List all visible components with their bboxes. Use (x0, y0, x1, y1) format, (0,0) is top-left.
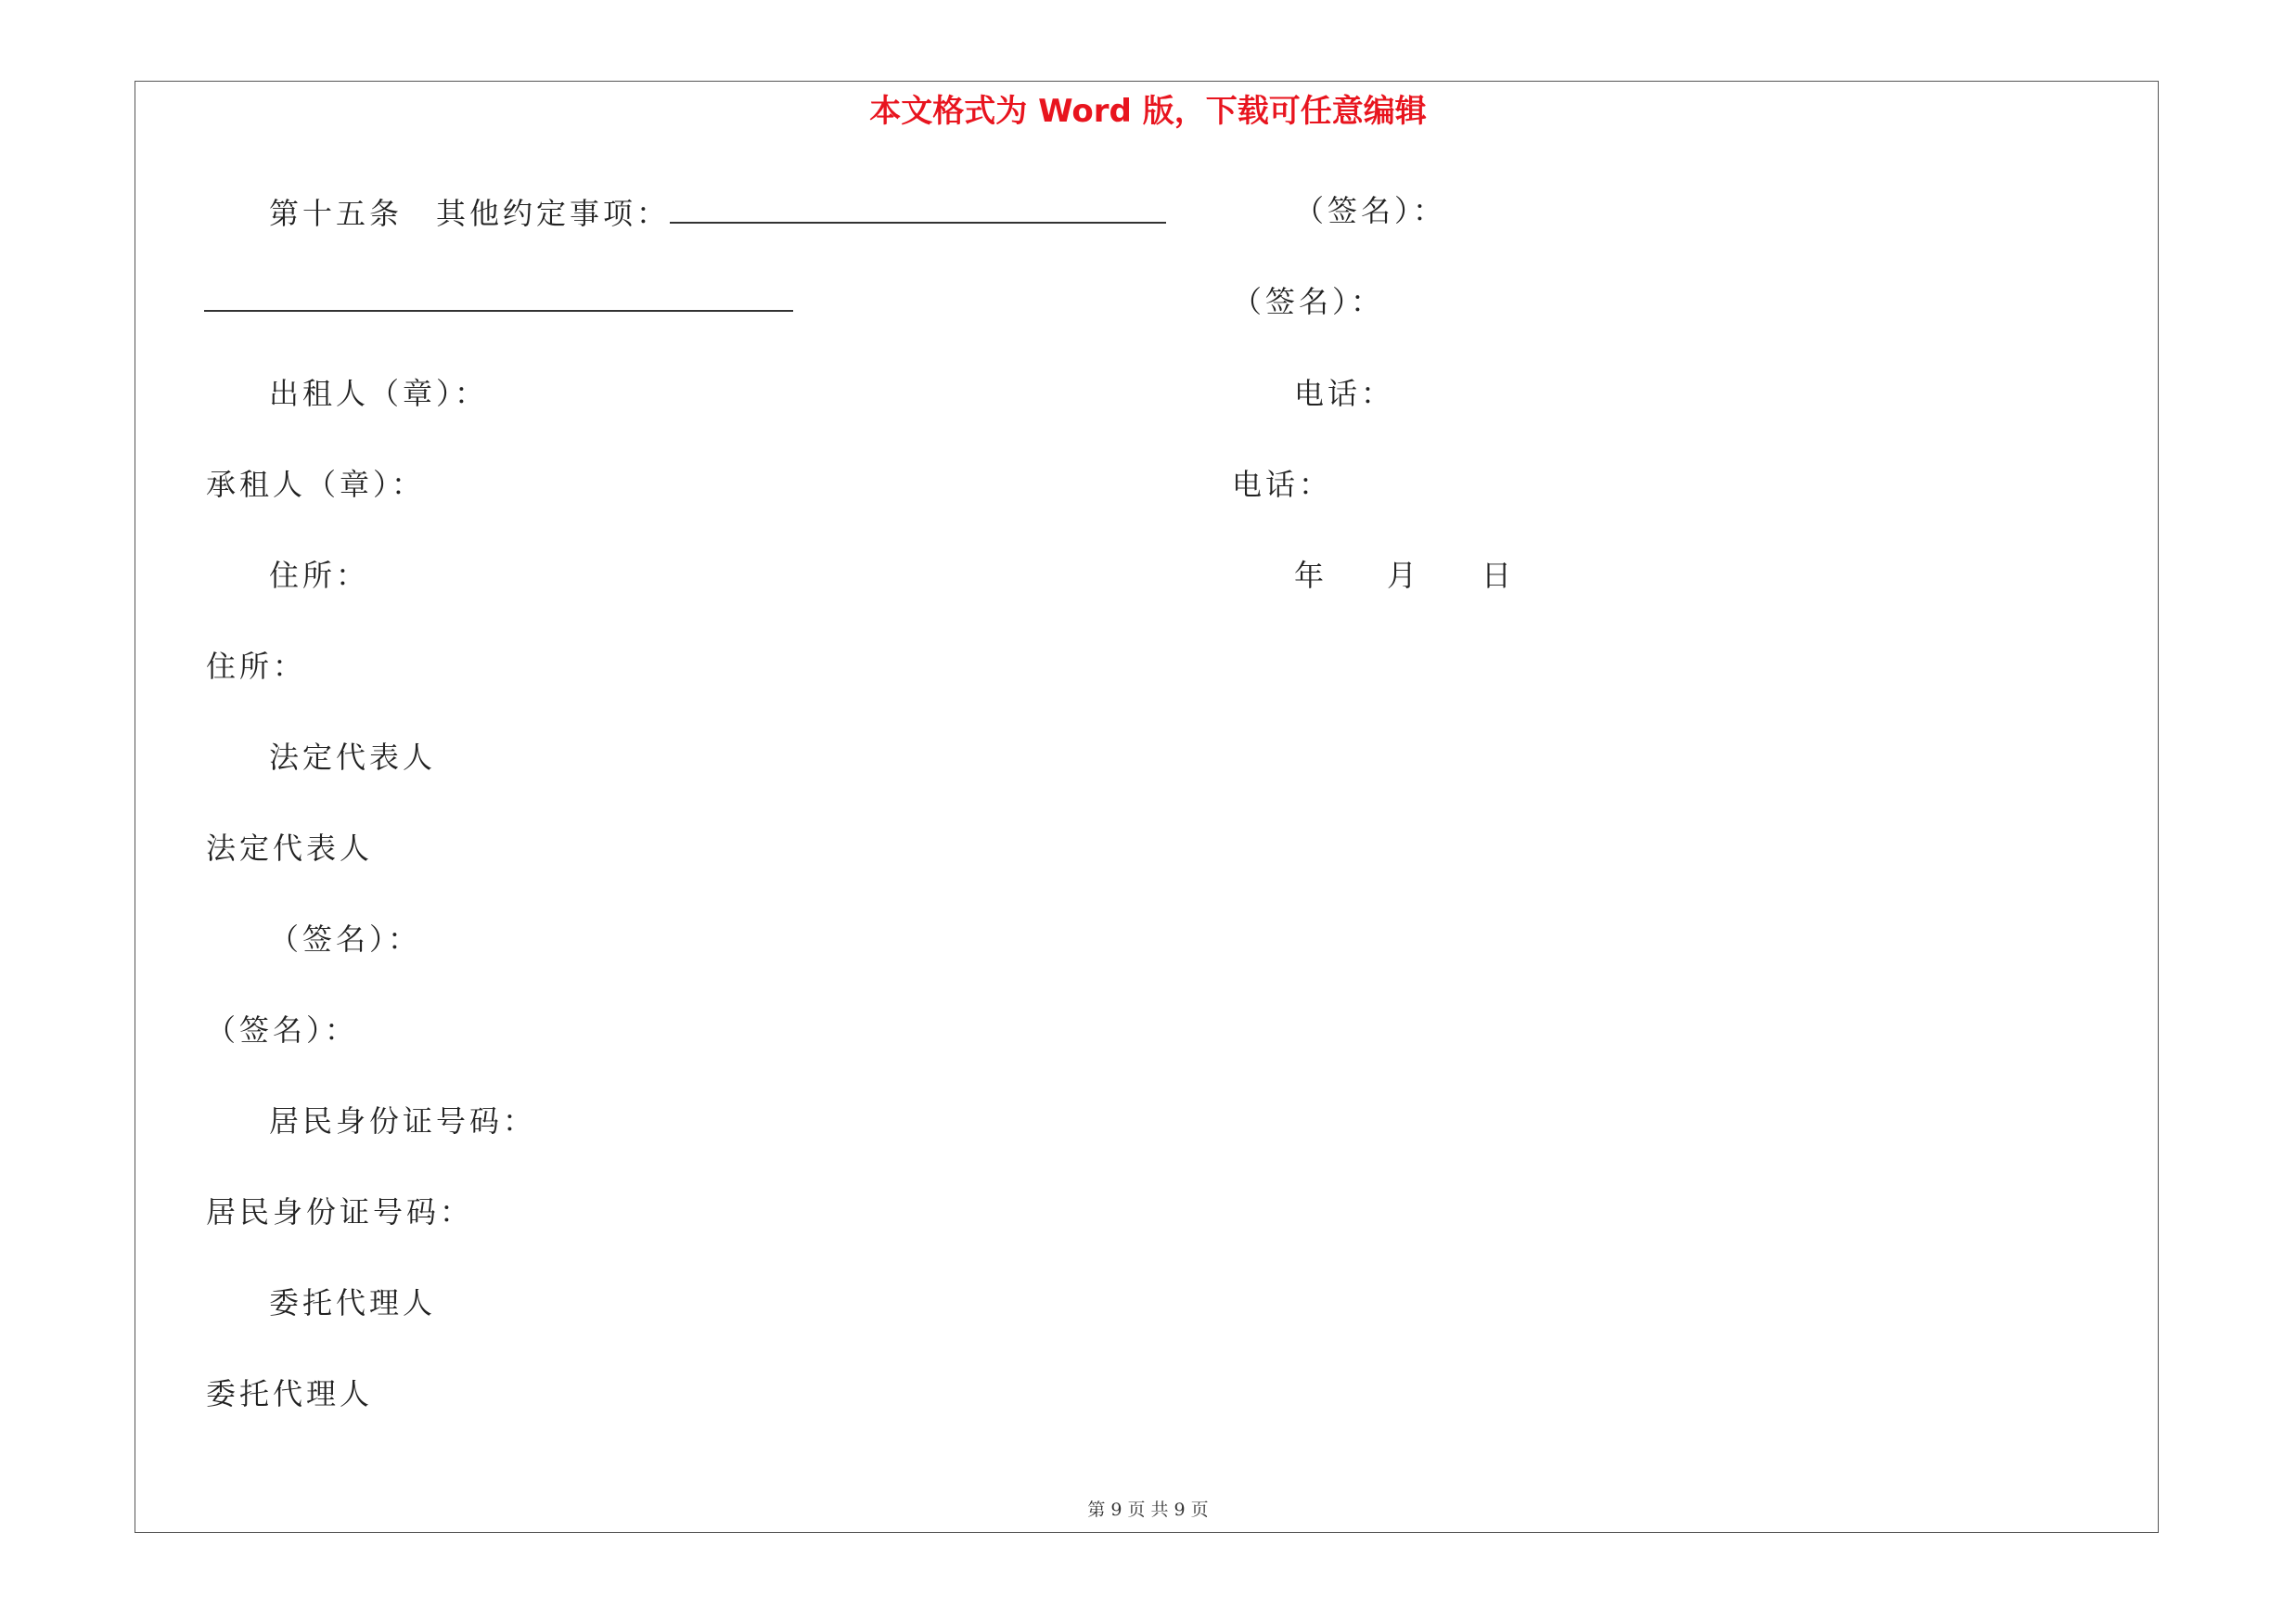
article-15-blank[interactable] (670, 196, 1166, 224)
page-number-footer: 第 9 页 共 9 页 (1087, 1500, 1209, 1520)
article-15-label: 第十五条 其他约定事项： (269, 196, 671, 231)
lessee-address-label: 住所： (206, 649, 307, 684)
article-15-continuation[interactable] (204, 284, 793, 316)
phone-label-2: 电话： (1232, 467, 1333, 502)
article-15-line (269, 196, 1166, 231)
agent-signature-label-1: （签名）： (1294, 193, 1447, 228)
agent-signature-label-2: （签名）： (1232, 284, 1385, 319)
lessee-seal-label: 承租人（章）： (206, 467, 426, 502)
article-15-blank-continued[interactable] (204, 284, 793, 312)
lessor-signature-label: （签名）： (269, 921, 422, 957)
lessor-address-label: 住所： (269, 558, 370, 593)
lessor-agent-label: 委托代理人 (269, 1285, 437, 1320)
lessee-signature-label: （签名）： (206, 1012, 359, 1048)
format-banner: 本文格式为 Word 版，下载可任意编辑 (869, 93, 1427, 130)
lessee-id-number-label: 居民身份证号码： (206, 1194, 474, 1230)
lessor-seal-label: 出租人（章）： (269, 376, 489, 411)
lessor-id-number-label: 居民身份证号码： (269, 1103, 537, 1139)
phone-label-1: 电话： (1294, 376, 1395, 411)
lessee-agent-label: 委托代理人 (206, 1376, 374, 1411)
lessee-legal-rep-label: 法定代表人 (206, 831, 374, 866)
date-year-label: 年 (1294, 558, 1328, 593)
date-day-label: 日 (1481, 558, 1516, 593)
lessor-legal-rep-label: 法定代表人 (269, 740, 437, 775)
date-month-label: 月 (1387, 558, 1421, 593)
